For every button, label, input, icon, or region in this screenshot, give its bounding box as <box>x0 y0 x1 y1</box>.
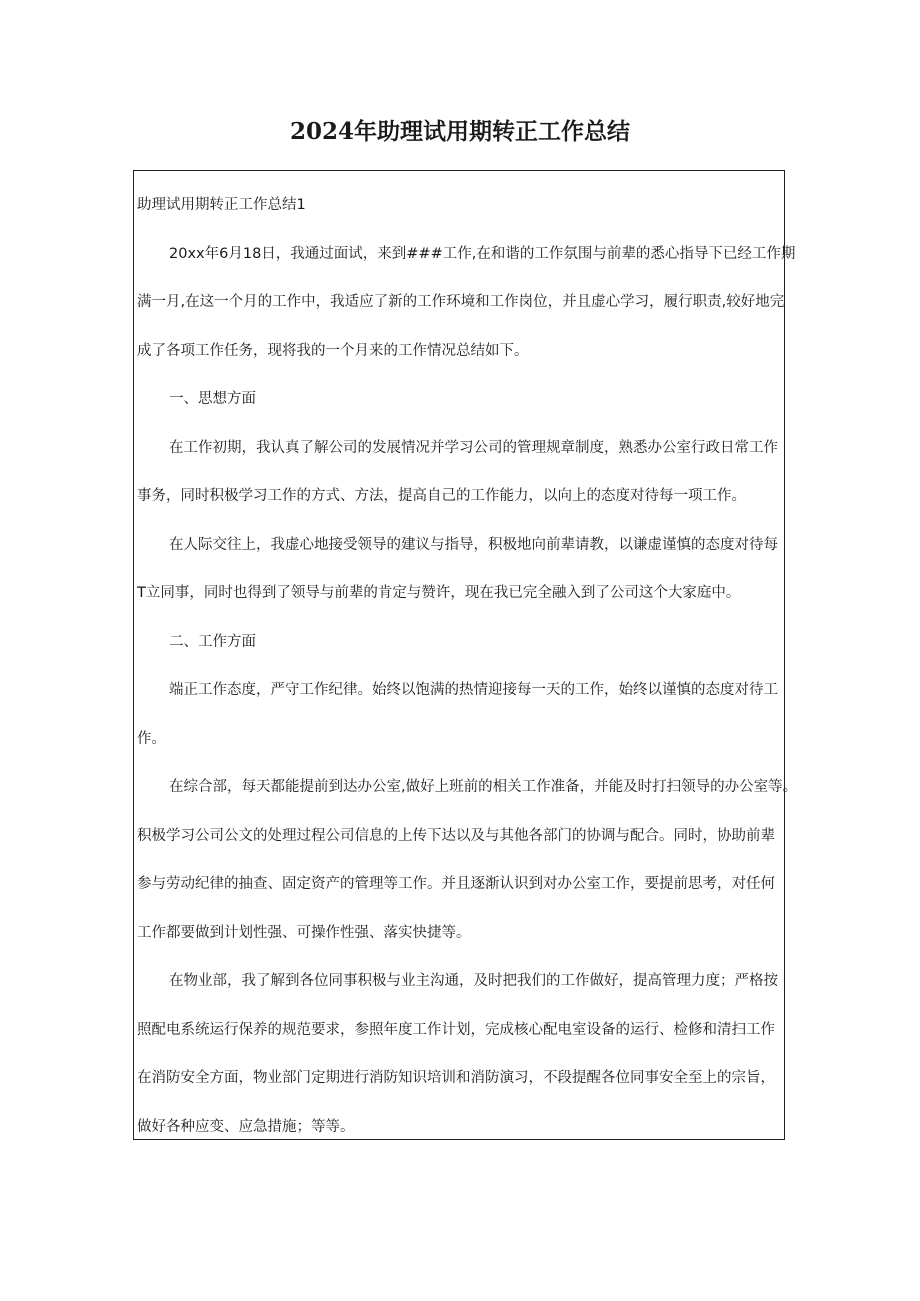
document-title: 2024年助理试用期转正工作总结 <box>289 118 630 145</box>
paragraph-line: 满一月,在这一个月的工作中，我适应了新的工作环境和工作岗位，并且虚心学习，履行职责,较好地完 <box>137 294 785 310</box>
paragraph <box>137 230 796 376</box>
paragraph-line: 在物业部，我了解到各位同事积极与业主沟通，及时把我们的工作做好，提高管理力度；严格按 <box>169 973 778 989</box>
paragraph-list <box>137 230 798 1152</box>
paragraph <box>137 424 785 521</box>
paragraph-line: 事务，同时积极学习工作的方式、方法，提高自己的工作能力，以向上的态度对待每一项工作。 <box>137 488 746 504</box>
paragraph <box>137 521 785 618</box>
section-heading <box>137 618 785 667</box>
section-title: 助理试用期转正工作总结1 <box>137 197 306 213</box>
paragraph-line: 在消防安全方面，物业部门定期进行消防知识培训和消防演习，不段提醒各位同事安全至上的宗旨， <box>137 1070 775 1086</box>
paragraph-line: 工作都要做到计划性强、可操作性强、落实快捷等。 <box>137 924 471 941</box>
paragraph-line: 参与劳动纪律的抽查、固定资产的管理等工作。并且逐渐认识到对办公室工作，要提前思考，对任何 <box>137 876 775 892</box>
content-frame <box>133 170 798 1140</box>
section-heading <box>137 375 785 424</box>
paragraph-line: 做好各种应变、应急措施；等等。 <box>137 1118 355 1135</box>
paragraph-line: 在综合部，每天都能提前到达办公室,做好上班前的相关工作准备，并能及时打扫领导的办公室等。 <box>169 779 798 795</box>
paragraph-line: 在工作初期，我认真了解公司的发展情况并学习公司的管理规章制度，熟悉办公室行政日常工作 <box>169 439 778 456</box>
paragraph <box>137 666 785 763</box>
paragraph-line: T立同事，同时也得到了领导与前辈的肯定与赞许，现在我已完全融入到了公司这个大家庭中。 <box>137 585 741 601</box>
paragraph <box>137 763 798 957</box>
paragraph-line: 端正工作态度，严守工作纪律。始终以饱满的热情迎接每一天的工作，始终以谨慎的态度对待工 <box>169 682 778 698</box>
paragraph <box>137 957 785 1151</box>
paragraph-line: 20xx年6月18日，我通过面试，来到###工作,在和谐的工作氛围与前辈的悉心指导下已经工作期 <box>169 245 796 262</box>
paragraph-line: 成了各项工作任务，现将我的一个月来的工作情况总结如下。 <box>137 342 529 359</box>
paragraph-line: 在人际交往上，我虚心地接受领导的建议与指导，积极地向前辈请教，以谦虚谨慎的态度对待每 <box>169 536 778 553</box>
paragraph-line: 二、工作方面 <box>169 633 256 650</box>
paragraph-line: 积极学习公司公文的处理过程公司信息的上传下达以及与其他各部门的协调与配合。同时，协助前辈 <box>137 827 775 844</box>
paragraph-line: 作。 <box>137 730 166 747</box>
paragraph-line: 一、思想方面 <box>169 391 256 407</box>
content-body <box>137 181 798 1151</box>
paragraph-line: 照配电系统运行保养的规范要求，参照年度工作计划，完成核心配电室设备的运行、检修和清扫工作 <box>137 1021 775 1038</box>
